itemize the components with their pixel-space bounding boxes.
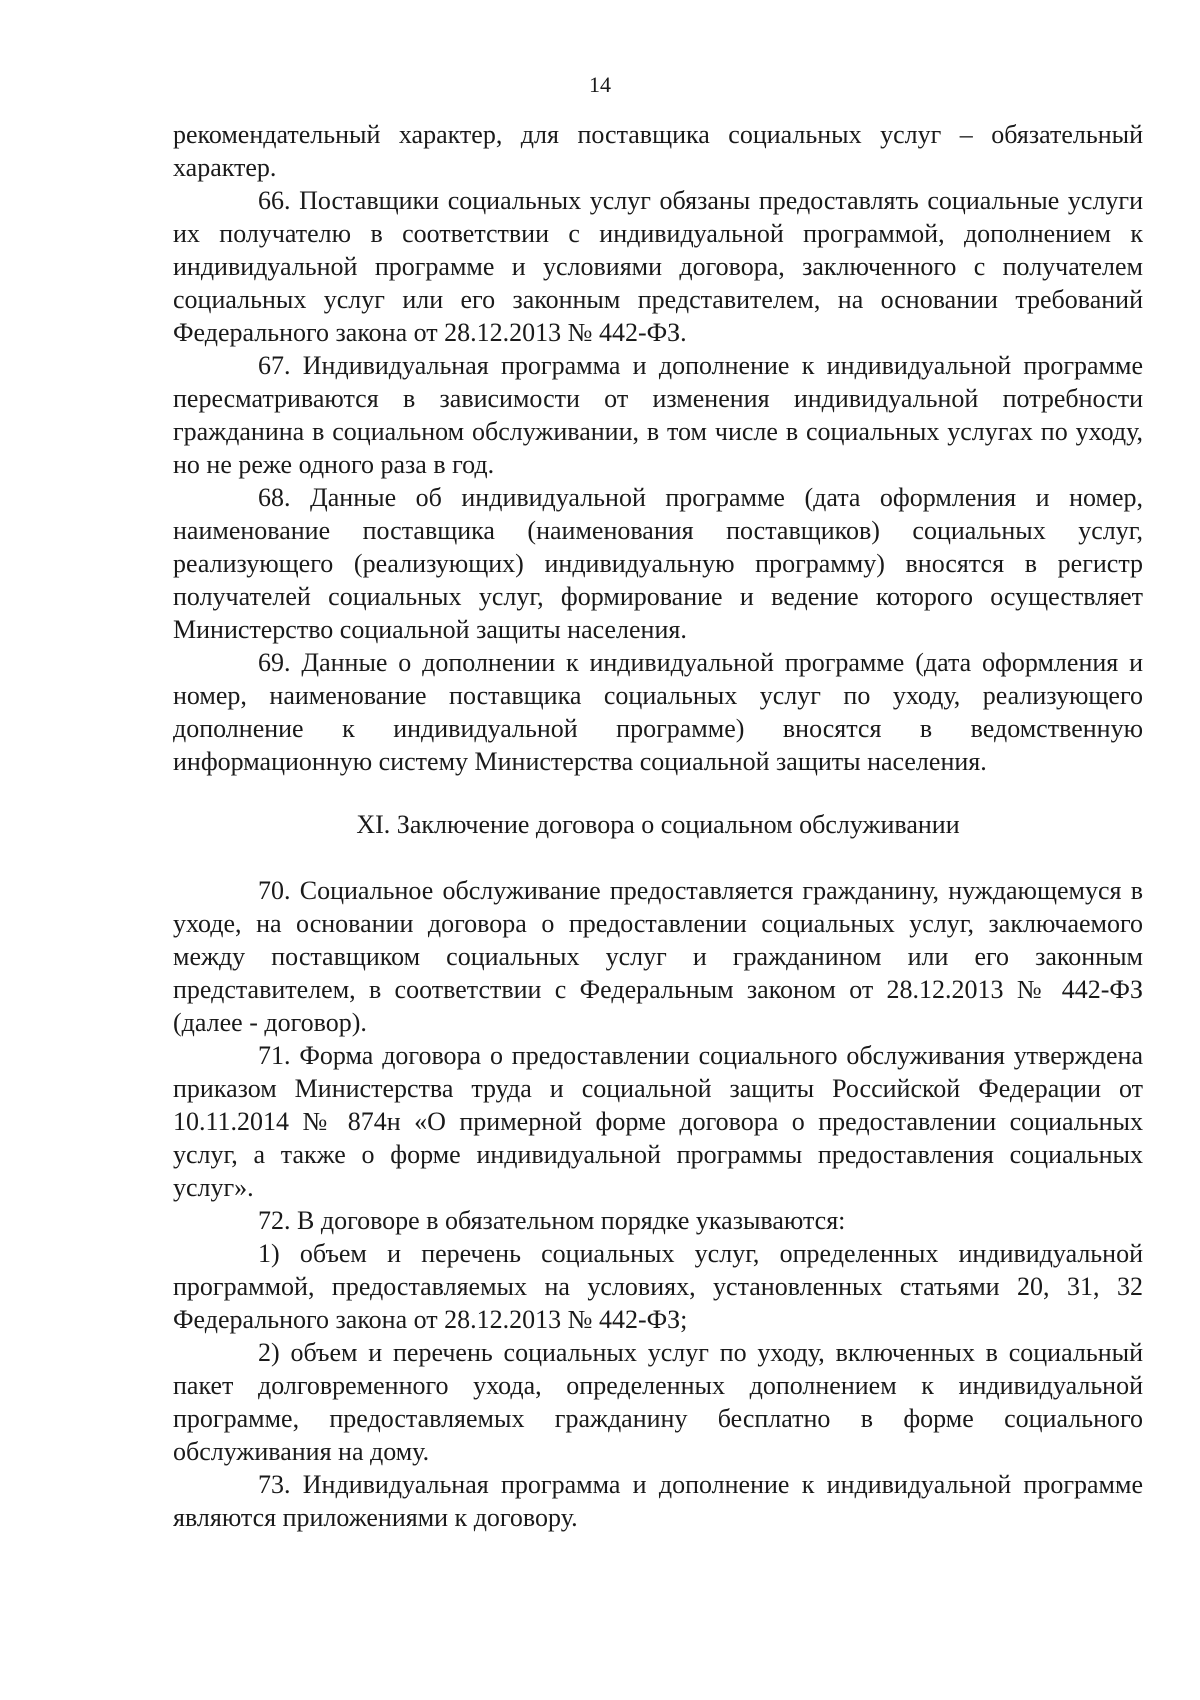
paragraph-continuation: рекомендательный характер, для поставщика социальных услуг – обязательный характер. xyxy=(173,120,1143,182)
paragraph-71: 71. Форма договора о предоставлении социального обслуживания утверждена приказом Министерства труда и социальной защиты Российской Федерации от 10.11.2014 № 874н «О примерной форме договора о предоставлении социальных услуг, а также о форме индивидуальной программы предоставления социальных услуг». xyxy=(173,1041,1143,1202)
paragraph-70: 70. Социальное обслуживание предоставляется гражданину, нуждающемуся в уходе, на основании договора о предоставлении социальных услуг, заключаемого между поставщиком социальных услуг и гражданином или его законным представителем, в соответствии с Федеральным законом от 28.12.2013 № 442-ФЗ (далее - договор). xyxy=(173,876,1143,1037)
paragraph-66: 66. Поставщики социальных услуг обязаны предоставлять социальные услуги их получателю в соответствии с индивидуальной программой, дополнением к индивидуальной программе и условиями договора, заключенного с получателем социальных услуг или его законным представителем, на основании требований Федерального закона от 28.12.2013 № 442-ФЗ. xyxy=(173,186,1143,347)
paragraph-69: 69. Данные о дополнении к индивидуальной программе (дата оформления и номер, наименование поставщика социальных услуг по уходу, реализующего дополнение к индивидуальной программе) вносятся в ведомственную информационную систему Министерства социальной защиты населения. xyxy=(173,648,1143,776)
paragraph-72: 72. В договоре в обязательном порядке указываются: xyxy=(258,1206,846,1235)
document-body xyxy=(173,118,1143,1534)
paragraph-67: 67. Индивидуальная программа и дополнение к индивидуальной программе пересматриваются в зависимости от изменения индивидуальной потребности гражданина в социальном обслуживании, в том числе в социальных услугах по уходу, но не реже одного раза в год. xyxy=(173,351,1143,479)
page-number: 14 xyxy=(589,72,611,97)
paragraph-73: 73. Индивидуальная программа и дополнение к индивидуальной программе являются приложениями к договору. xyxy=(173,1470,1143,1532)
list-item-1: 1) объем и перечень социальных услуг, определенных индивидуальной программой, предоставляемых на условиях, установленных статьями 20, 31, 32 Федерального закона от 28.12.2013 № 442-ФЗ; xyxy=(173,1239,1143,1334)
section-heading: XI. Заключение договора о социальном обслуживании xyxy=(356,810,960,839)
list-item-2: 2) объем и перечень социальных услуг по уходу, включенных в социальный пакет долговременного ухода, определенных дополнением к индивидуальной программе, предоставляемых гражданину бесплатно в форме социального обслуживания на дому. xyxy=(173,1338,1143,1466)
paragraph-68: 68. Данные об индивидуальной программе (дата оформления и номер, наименование поставщика (наименования поставщиков) социальных услуг, реализующего (реализующих) индивидуальную программу) вносятся в регистр получателей социальных услуг, формирование и ведение которого осуществляет Министерство социальной защиты населения. xyxy=(173,483,1143,644)
